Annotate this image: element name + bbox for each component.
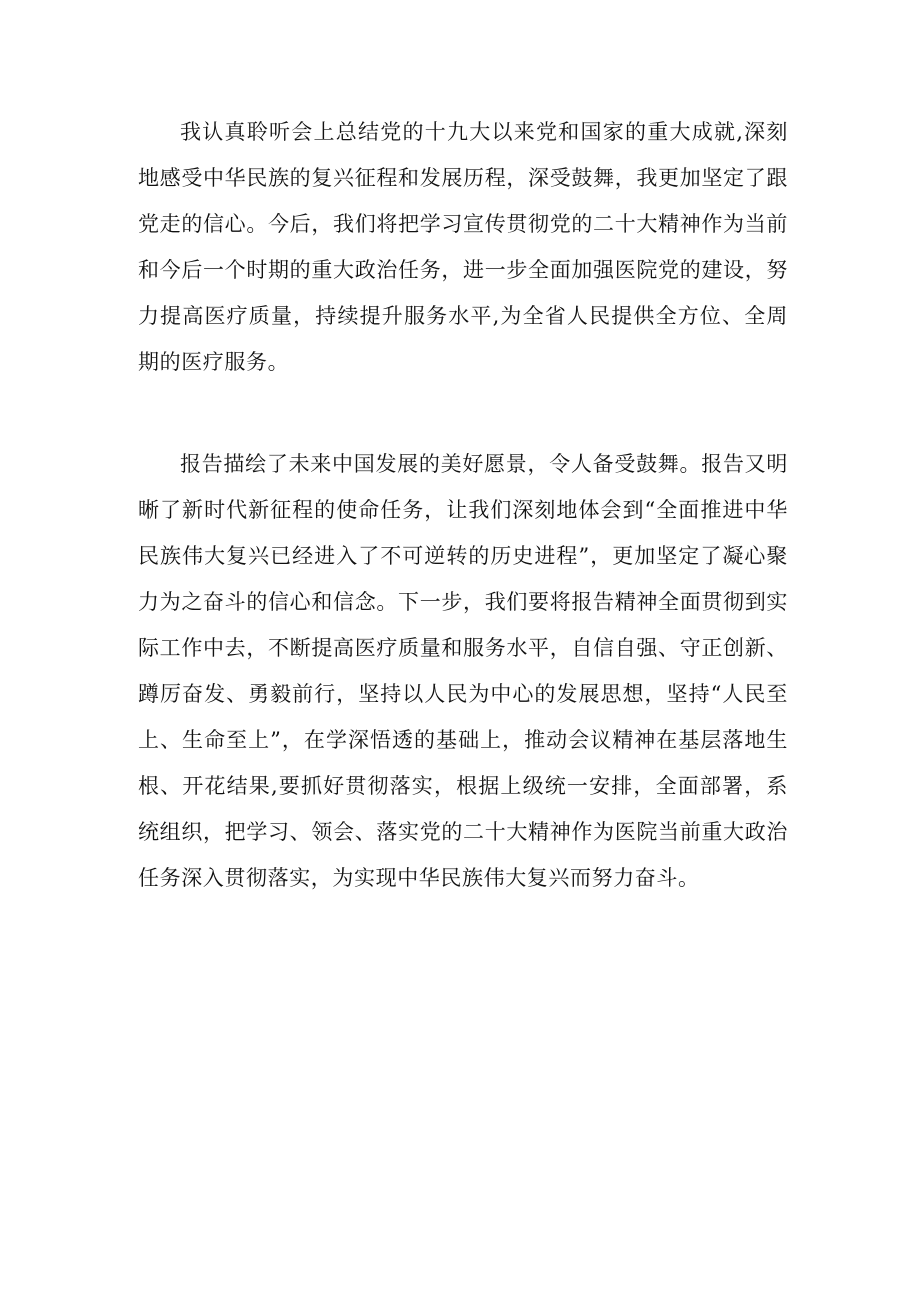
paragraph-1: 我认真聆听会上总结党的十九大以来党和国家的重大成就,深刻地感受中华民族的复兴征程和发展历程，深受鼓舞，我更加坚定了跟党走的信心。今后，我们将把学习宣传贯彻党的二十大精神作为当前和今后一个时期的重大政治任务，进一步全面加强医院党的建设，努力提高医疗质量，持续提升服务水平,为全省人民提供全方位、全周期的医疗服务。 bbox=[138, 120, 788, 374]
paragraph-2: 报告描绘了未来中国发展的美好愿景，令人备受鼓舞。报告又明晰了新时代新征程的使命任务，让我们深刻地体会到“全面推进中华民族伟大复兴已经进入了不可逆转的历史进程”，更加坚定了凝心聚力为之奋斗的信心和信念。下一步，我们要将报告精神全面贯彻到实际工作中去，不断提高医疗质量和服务水平，自信自强、守正创新、蹲厉奋发、勇毅前行，坚持以人民为中心的发展思想，坚持“人民至上、生命至上”，在学深悟透的基础上，推动会议精神在基层落地生根、开花结果,要抓好贯彻落实，根据上级统一安排，全面部署，系统组织，把学习、领会、落实党的二十大精神作为医院当前重大政治任务深入贯彻落实，为实现中华民族伟大复兴而努力奋斗。 bbox=[138, 452, 788, 890]
